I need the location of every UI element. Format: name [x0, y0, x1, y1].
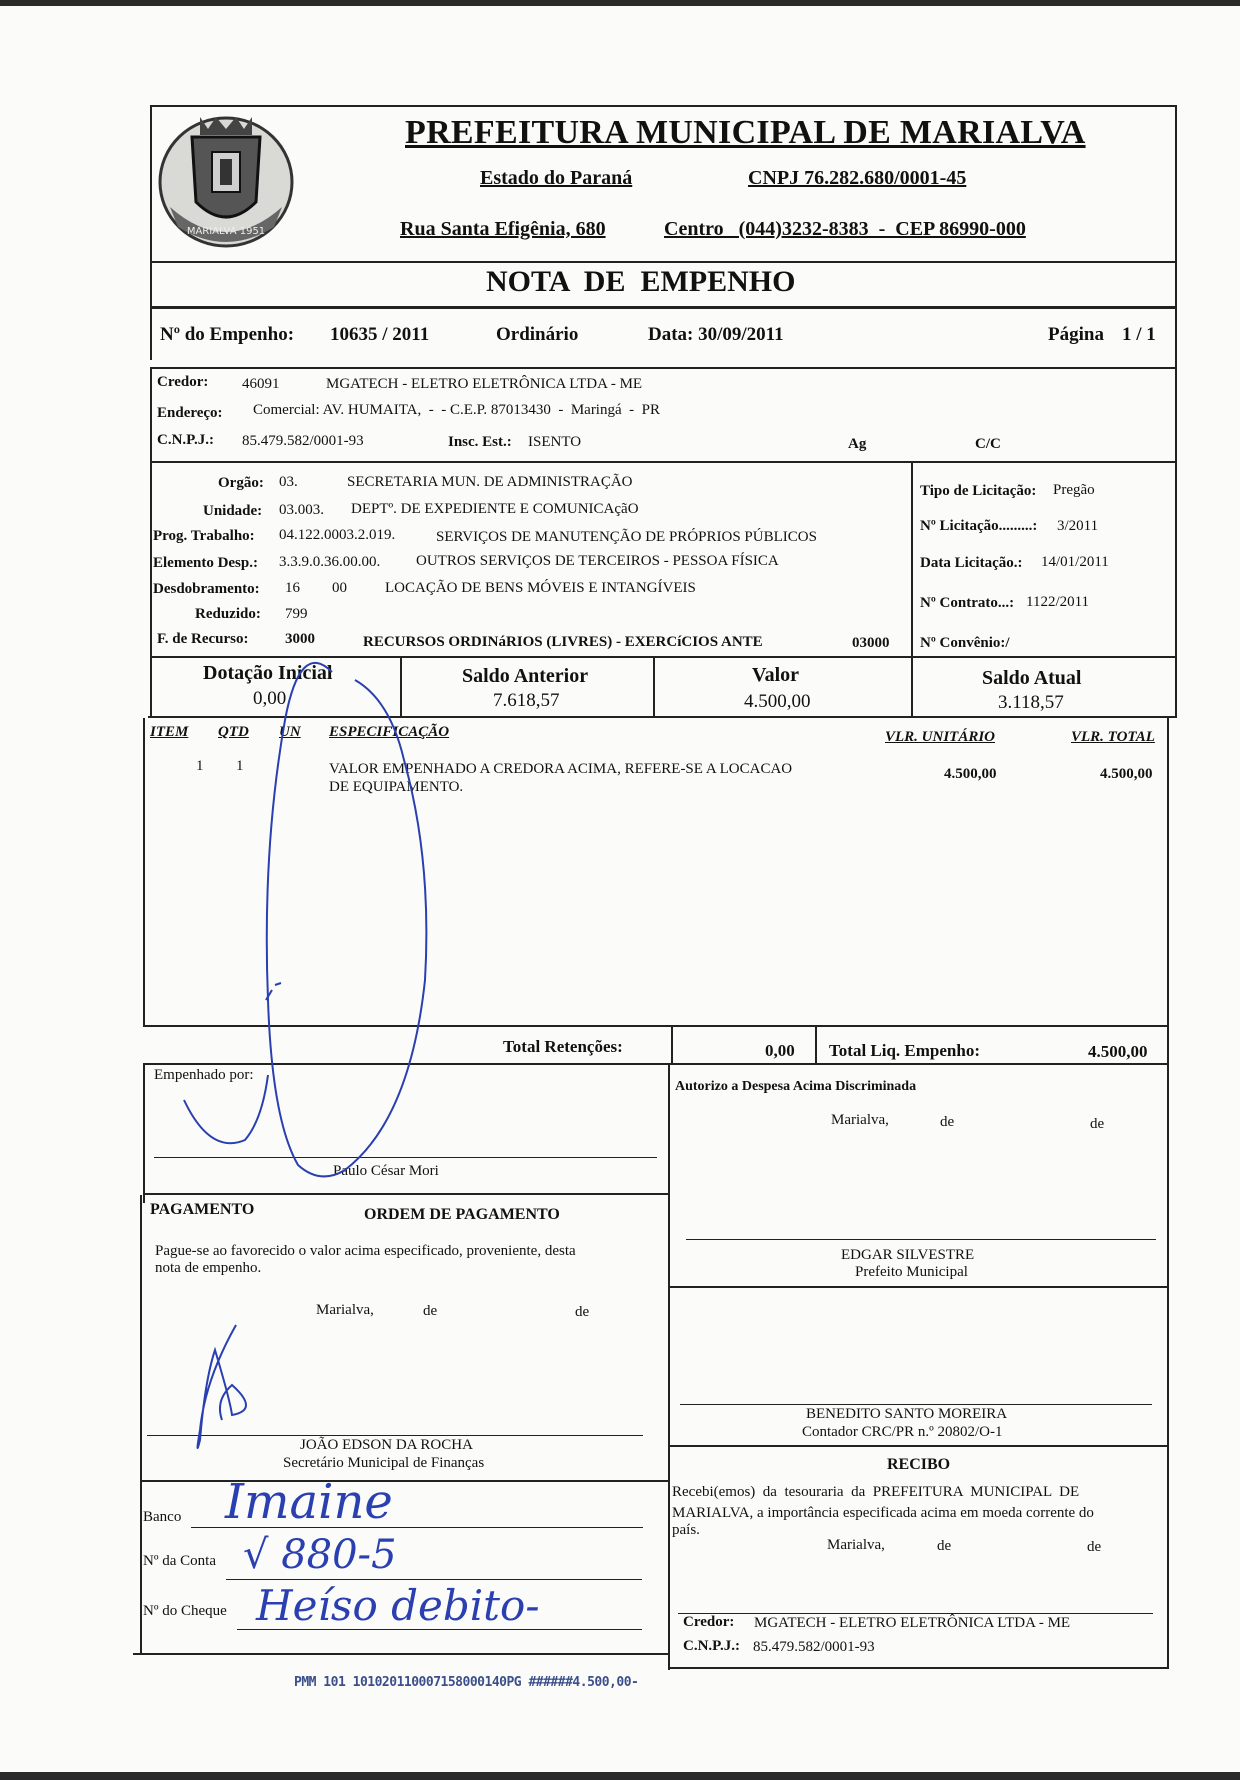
secretario-sign-line — [147, 1435, 643, 1436]
prefeito-bottom-divider — [670, 1286, 1169, 1288]
recibo-text-1: Recebi(emos) da tesouraria da PREFEITURA MUNICIPAL DE — [672, 1484, 1080, 1500]
pagamento-de-1: de — [423, 1303, 438, 1319]
page-label: Página — [1048, 324, 1104, 345]
banco-label: Banco — [143, 1509, 182, 1525]
bottom-right-border — [668, 1667, 1169, 1669]
saldos-top-divider — [150, 656, 1177, 658]
frame-left-2 — [150, 367, 152, 717]
col-qtd: QTD — [218, 724, 249, 740]
elemento-name: OUTROS SERVIÇOS DE TERCEIROS - PESSOA FÍSICA — [416, 553, 779, 569]
recibo-cnpj: 85.479.582/0001-93 — [753, 1639, 875, 1655]
credor-cnpj: 85.479.582/0001-93 — [242, 433, 364, 449]
recibo-sign-line — [678, 1613, 1153, 1614]
num-licitacao-label: Nº Licitação.........: — [920, 518, 1038, 534]
desdobramento-sub: 00 — [332, 580, 347, 596]
frame-right — [1175, 105, 1177, 717]
tipo-licitacao: Pregão — [1053, 482, 1095, 498]
reduzido-value: 799 — [285, 606, 308, 622]
totals-sep-2 — [815, 1027, 817, 1065]
pagamento-left-border — [140, 1195, 142, 1655]
totals-sep-1 — [671, 1027, 673, 1065]
center-vertical-divider — [668, 1063, 670, 1670]
recibo-top-divider — [670, 1445, 1169, 1447]
handwritten-cheque: Heíso debito- — [256, 1581, 540, 1630]
credor-address: Comercial: AV. HUMAITA, - - C.E.P. 87013430 - Maringá - PR — [253, 402, 660, 418]
desdobramento-code: 16 — [285, 580, 300, 596]
prog-code: 04.122.0003.2.019. — [279, 527, 396, 543]
cnpj-header: CNPJ 76.282.680/0001-45 — [748, 167, 967, 189]
pagamento-label: PAGAMENTO — [150, 1201, 255, 1218]
conta-label: Nº da Conta — [143, 1553, 216, 1569]
dotacao-value: 0,00 — [253, 688, 287, 709]
recibo-credor-name: MGATECH - ELETRO ELETRÔNICA LTDA - ME — [754, 1615, 1071, 1631]
tipo-licitacao-label: Tipo de Licitação: — [920, 483, 1037, 499]
contrato-label: Nº Contrato...: — [920, 595, 1015, 611]
num-licitacao: 3/2011 — [1057, 518, 1099, 534]
saldo-anterior-value: 7.618,57 — [493, 690, 560, 711]
totals-top-divider — [143, 1025, 1169, 1027]
orgao-name: SECRETARIA MUN. DE ADMINISTRAÇÃO — [347, 474, 633, 490]
recibo-title: RECIBO — [887, 1456, 951, 1473]
coat-of-arms-seal — [152, 107, 300, 257]
handwritten-banco: Imaine — [225, 1474, 393, 1530]
empenho-divider — [150, 367, 1177, 369]
pagamento-place: Marialva, — [316, 1302, 374, 1318]
total-liquido-label: Total Liq. Empenho: — [829, 1041, 980, 1060]
empenhado-label: Empenhado por: — [154, 1067, 254, 1083]
reduzido-label: Reduzido: — [195, 606, 261, 622]
items-left-border — [143, 718, 145, 1026]
recibo-place: Marialva, — [827, 1537, 885, 1553]
empenho-number-label: Nº do Empenho: — [160, 324, 295, 345]
col-vlr-total: VLR. TOTAL — [1071, 729, 1155, 745]
orgao-label: Orgão: — [218, 475, 264, 491]
handwritten-conta: √ 880-5 — [243, 1532, 397, 1578]
contador-sign-line — [680, 1404, 1152, 1405]
orgao-code: 03. — [279, 474, 298, 490]
valor-value: 4.500,00 — [744, 691, 811, 712]
recurso-label: F. de Recurso: — [157, 631, 249, 647]
row-spec-line1: VALOR EMPENHADO A CREDORA ACIMA, REFERE-SE A LOCACAO — [329, 761, 793, 777]
retencoes-value: 0,00 — [765, 1041, 795, 1060]
col-item: ITEM — [150, 724, 189, 740]
autorizo-place: Marialva, — [831, 1112, 889, 1128]
row-unit-price: 4.500,00 — [944, 766, 997, 782]
scan-top-edge — [0, 0, 1240, 6]
recibo-text-2: MARIALVA, a importância especificada acima em moeda corrente do — [672, 1505, 1094, 1521]
saldo-anterior-label: Saldo Anterior — [462, 665, 589, 687]
autorizo-label: Autorizo a Despesa Acima Discriminada — [675, 1079, 917, 1094]
items-top-divider — [148, 716, 1177, 718]
prefeito-role: Prefeito Municipal — [855, 1264, 968, 1280]
saldo-sep-2 — [653, 656, 655, 717]
unidade-name: DEPTº. DE EXPEDIENTE E COMUNICAçãO — [351, 501, 639, 517]
insc-value: ISENTO — [528, 434, 582, 450]
recibo-cnpj-label: C.N.P.J.: — [683, 1638, 740, 1654]
elemento-code: 3.3.9.0.36.00.00. — [279, 554, 381, 570]
pagamento-text-1: Pague-se ao favorecido o valor acima especificado, proveniente, desta — [155, 1243, 576, 1259]
autorizo-de-1: de — [940, 1114, 955, 1130]
secretario-name: JOÃO EDSON DA ROCHA — [300, 1437, 473, 1453]
frame-top — [150, 105, 1177, 107]
credor-label: Credor: — [157, 374, 209, 390]
recurso-name: RECURSOS ORDINáRIOS (LIVRES) - EXERCíCIOS ANTE — [363, 634, 763, 650]
row-spec-line2: DE EQUIPAMENTO. — [329, 779, 464, 795]
elemento-label: Elemento Desp.: — [153, 555, 258, 571]
credor-code: 46091 — [242, 376, 280, 392]
prog-label: Prog. Trabalho: — [153, 528, 255, 544]
row-total: 4.500,00 — [1100, 766, 1153, 782]
total-liquido-value: 4.500,00 — [1088, 1042, 1148, 1061]
saldo-atual-label: Saldo Atual — [982, 667, 1082, 689]
svg-text:MARIALVA 1951: MARIALVA 1951 — [186, 226, 266, 237]
col-vlr-unitario: VLR. UNITÁRIO — [885, 729, 996, 745]
banco-top-divider — [140, 1480, 668, 1482]
recibo-credor-label: Credor: — [683, 1614, 735, 1630]
conta-line — [226, 1579, 642, 1580]
credor-cnpj-label: C.N.P.J.: — [157, 432, 214, 448]
data-licitacao-label: Data Licitação.: — [920, 555, 1023, 571]
row-qtd: 1 — [236, 758, 244, 774]
municipality-title: PREFEITURA MUNICIPAL DE MARIALVA — [405, 114, 1086, 151]
credor-name: MGATECH - ELETRO ELETRÔNICA LTDA - ME — [326, 376, 643, 392]
title-divider — [150, 306, 1177, 309]
dotacao-label: Dotação Inicial — [203, 662, 333, 684]
contrato-value: 1122/2011 — [1026, 594, 1090, 610]
page-number: 1 / 1 — [1122, 324, 1156, 345]
ordem-pagamento-label: ORDEM DE PAGAMENTO — [364, 1206, 560, 1223]
cheque-label: Nº do Cheque — [143, 1603, 227, 1619]
col-especificacao: ESPECIFICAÇÃO — [329, 724, 450, 740]
retencoes-label: Total Retenções: — [503, 1037, 623, 1056]
saldo-sep-1 — [400, 656, 402, 717]
col-un: UN — [279, 724, 301, 740]
state-name: Estado do Paraná — [480, 167, 633, 189]
prefeito-sign-line — [686, 1239, 1156, 1240]
agency-label: Ag — [848, 436, 867, 452]
unidade-label: Unidade: — [203, 503, 263, 519]
recurso-end-code: 03000 — [852, 635, 890, 651]
document-title: NOTA DE EMPENHO — [486, 265, 796, 298]
left-border-emp — [143, 1063, 145, 1203]
recibo-de-2: de — [1087, 1539, 1102, 1555]
credor-divider — [150, 461, 1177, 463]
recurso-code: 3000 — [285, 631, 315, 647]
valor-label: Valor — [752, 664, 800, 686]
signatures-top-divider — [143, 1063, 1169, 1065]
budget-vertical-divider — [911, 461, 913, 717]
secretario-role: Secretário Municipal de Finanças — [283, 1455, 485, 1471]
recibo-de-1: de — [937, 1538, 952, 1554]
print-code: PMM 101 101020110007158000140PG ######4.500,00- — [294, 1675, 639, 1690]
prefeito-name: EDGAR SILVESTRE — [841, 1247, 975, 1263]
empenho-type: Ordinário — [496, 324, 579, 345]
recibo-text-3: país. — [672, 1522, 700, 1538]
bottom-left-border — [133, 1653, 668, 1655]
contador-role: Contador CRC/PR n.º 20802/O-1 — [802, 1424, 1003, 1440]
data-licitacao: 14/01/2011 — [1041, 554, 1109, 570]
desdobramento-label: Desdobramento: — [153, 581, 260, 597]
account-label: C/C — [975, 436, 1001, 452]
pagamento-text-2: nota de empenho. — [155, 1260, 262, 1276]
scan-bottom-edge — [0, 1772, 1240, 1780]
address-label: Endereço: — [157, 405, 223, 421]
prog-name: SERVIÇOS DE MANUTENÇÃO DE PRÓPRIOS PÚBLICOS — [436, 529, 817, 545]
insc-label: Insc. Est.: — [448, 434, 512, 450]
pagamento-top-divider — [143, 1193, 668, 1195]
contact-info: Centro (044)3232-8383 - CEP 86990-000 — [664, 218, 1026, 240]
contador-name: BENEDITO SANTO MOREIRA — [806, 1406, 1008, 1422]
empenho-date: Data: 30/09/2011 — [648, 324, 784, 345]
empenhado-sign-line — [154, 1157, 657, 1158]
autorizo-de-2: de — [1090, 1116, 1105, 1132]
empenho-number: 10635 / 2011 — [330, 324, 430, 345]
empenhado-signer: Paulo César Mori — [333, 1163, 439, 1179]
desdobramento-name: LOCAÇÃO DE BENS MÓVEIS E INTANGÍVEIS — [385, 580, 696, 596]
pagamento-de-2: de — [575, 1304, 590, 1320]
header-divider — [150, 261, 1177, 263]
convenio-label: Nº Convênio:/ — [920, 635, 1010, 651]
saldo-atual-value: 3.118,57 — [998, 692, 1064, 713]
street-address: Rua Santa Efigênia, 680 — [400, 218, 606, 240]
row-item: 1 — [196, 758, 204, 774]
unidade-code: 03.003. — [279, 502, 324, 518]
lower-right-border — [1167, 718, 1169, 1668]
